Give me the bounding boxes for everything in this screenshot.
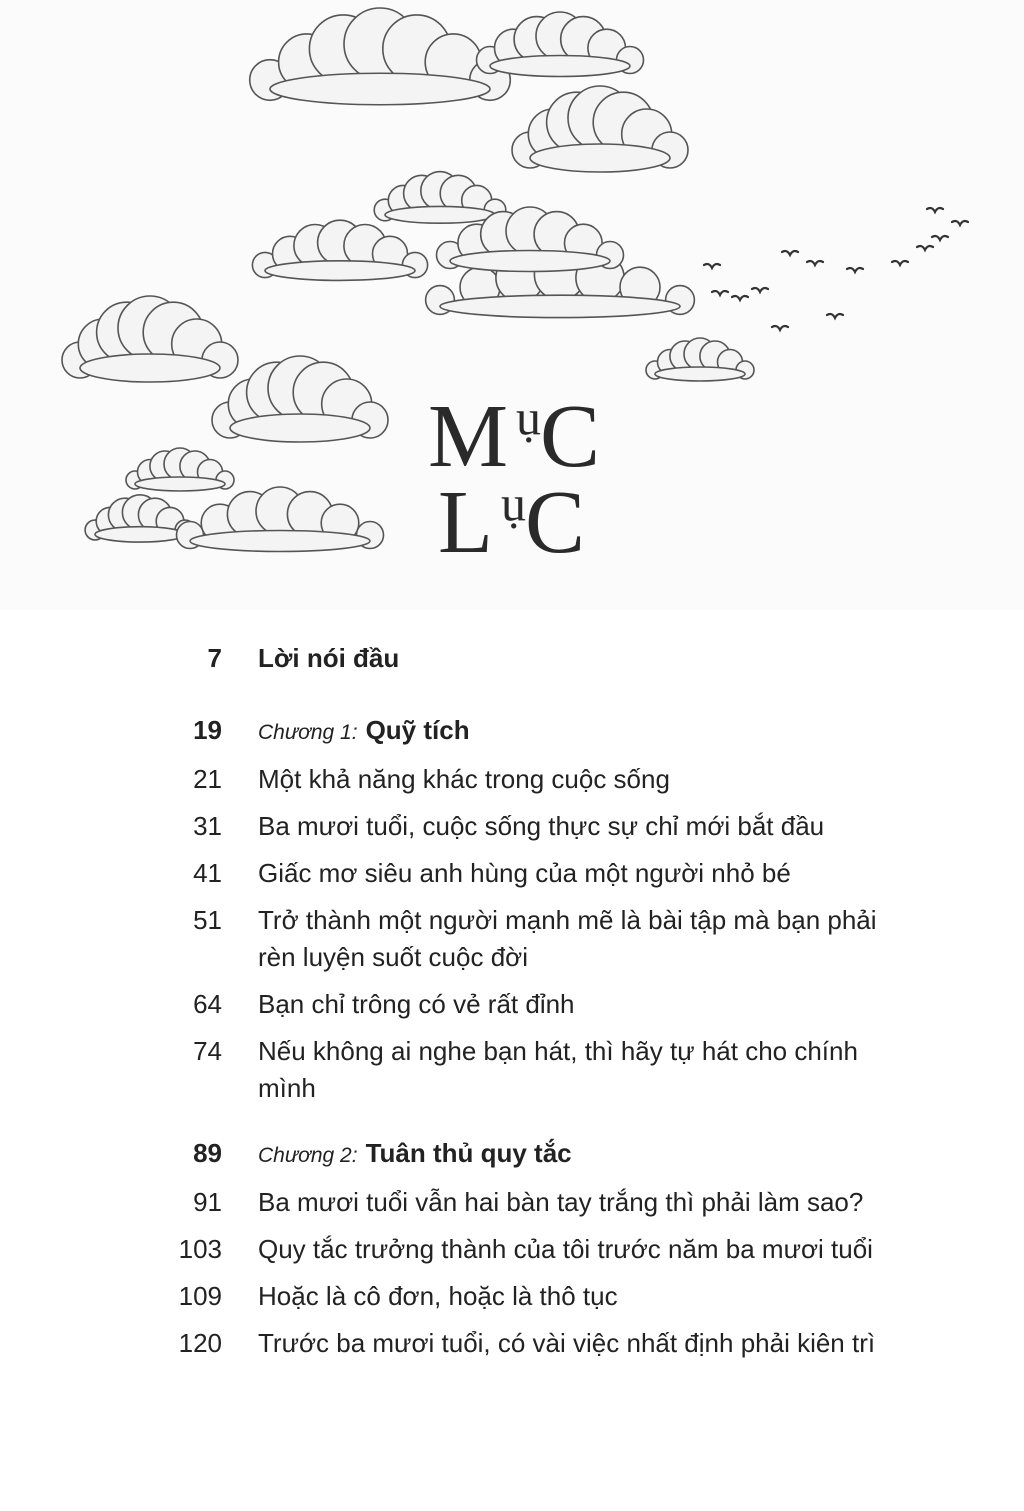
chapter-label: Chương 1: bbox=[258, 721, 358, 744]
title-dot: ụ bbox=[516, 389, 546, 445]
toc-entry[interactable] bbox=[150, 1033, 950, 1107]
toc-title: Bạn chỉ trông có vẻ rất đỉnh bbox=[258, 989, 575, 1019]
cloud-base bbox=[440, 295, 680, 317]
toc-chapter-heading[interactable] bbox=[150, 712, 950, 751]
toc-title: Hoặc là cô đơn, hoặc là thô tục bbox=[258, 1281, 618, 1311]
toc-entry[interactable] bbox=[150, 1325, 950, 1362]
toc-page-number: 74 bbox=[193, 1036, 222, 1066]
toc-title: Lời nói đầu bbox=[258, 643, 400, 673]
toc-chapter-text bbox=[258, 1135, 878, 1174]
page-title-line-1: M ụ C bbox=[428, 387, 605, 486]
cloud-base bbox=[270, 73, 490, 105]
cloud-base bbox=[385, 206, 495, 223]
chapter-title: Quỹ tích bbox=[365, 715, 470, 745]
toc-page-number: 103 bbox=[178, 1234, 222, 1264]
toc-entry[interactable] bbox=[150, 808, 950, 845]
toc-title: Trở thành một người mạnh mẽ là bài tập mà bạn phải rèn luyện suốt cuộc đời bbox=[258, 905, 877, 972]
toc-entry[interactable] bbox=[150, 1231, 950, 1268]
cloud-base bbox=[190, 531, 370, 552]
cloud-base bbox=[80, 354, 220, 382]
toc-entry[interactable] bbox=[150, 902, 950, 976]
toc-title: Quy tắc trưởng thành của tôi trước năm ba mươi tuổi bbox=[258, 1234, 873, 1264]
toc-page-number: 31 bbox=[193, 811, 222, 841]
toc-chapters bbox=[150, 712, 950, 1362]
cloud-base bbox=[230, 414, 370, 442]
cloud-base bbox=[265, 261, 415, 281]
toc-page-number: 19 bbox=[193, 715, 222, 745]
toc-entry[interactable] bbox=[150, 761, 950, 798]
toc-page-number: 91 bbox=[193, 1187, 222, 1217]
toc-entry[interactable] bbox=[150, 1278, 950, 1315]
toc-title: Ba mươi tuổi, cuộc sống thực sự chỉ mới bắt đầu bbox=[258, 811, 825, 841]
toc-title: Một khả năng khác trong cuộc sống bbox=[258, 764, 670, 794]
cloud-base bbox=[95, 527, 185, 542]
page-title-line-2: L ụ C bbox=[438, 473, 590, 572]
toc-entry[interactable] bbox=[150, 986, 950, 1023]
cloud-base bbox=[135, 477, 225, 491]
cloud-base bbox=[530, 144, 670, 172]
toc-page-number: 21 bbox=[193, 764, 222, 794]
chapter-title: Tuân thủ quy tắc bbox=[365, 1138, 572, 1168]
toc-entry[interactable] bbox=[150, 1184, 950, 1221]
section-gap bbox=[150, 1117, 950, 1135]
toc-title: Giấc mơ siêu anh hùng của một người nhỏ bé bbox=[258, 858, 791, 888]
chapter-label: Chương 2: bbox=[258, 1144, 358, 1167]
toc-chapter-heading[interactable] bbox=[150, 1135, 950, 1174]
toc-entry[interactable] bbox=[150, 855, 950, 892]
toc-page-number: 64 bbox=[193, 989, 222, 1019]
toc-page-number: 41 bbox=[193, 858, 222, 888]
toc-page-number: 7 bbox=[207, 643, 222, 673]
toc-entry-preface[interactable] bbox=[150, 640, 950, 677]
title-dot: ụ bbox=[500, 475, 530, 531]
toc-title: Nếu không ai nghe bạn hát, thì hãy tự hát cho chính mình bbox=[258, 1036, 858, 1103]
toc-title: Trước ba mươi tuổi, có vài việc nhất định phải kiên trì bbox=[258, 1328, 876, 1358]
cloud-base bbox=[490, 56, 630, 77]
toc-page-number: 120 bbox=[178, 1328, 222, 1358]
toc-title: Ba mươi tuổi vẫn hai bàn tay trắng thì phải làm sao? bbox=[258, 1187, 864, 1217]
toc-chapter-text bbox=[258, 712, 878, 751]
cloud-base bbox=[450, 251, 610, 272]
toc-page-number: 51 bbox=[193, 905, 222, 935]
toc-page-number: 89 bbox=[193, 1138, 222, 1168]
table-of-contents bbox=[150, 640, 950, 1372]
cloud-base bbox=[655, 367, 745, 381]
toc-page-number: 109 bbox=[178, 1281, 222, 1311]
